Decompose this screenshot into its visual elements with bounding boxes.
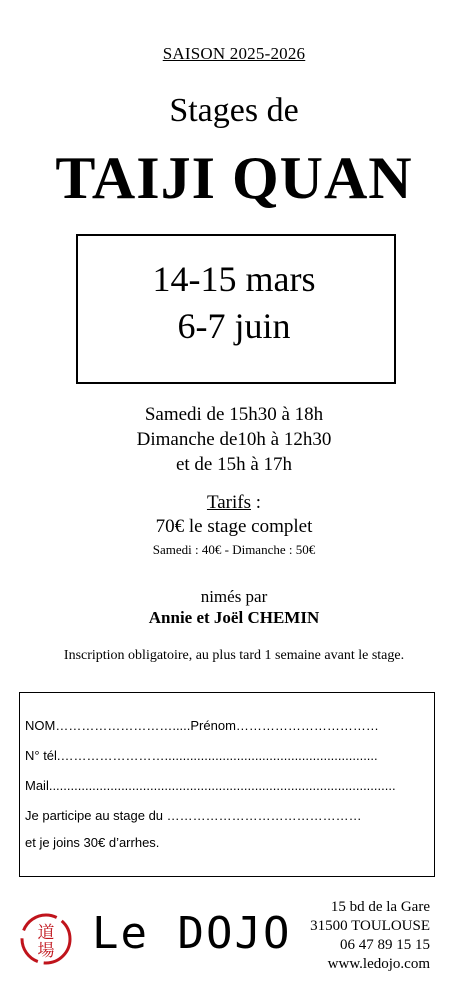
stages-heading: Stages de xyxy=(169,92,299,129)
address-city: 31500 TOULOUSE xyxy=(310,918,430,934)
tarif-day-prices: Samedi : 40€ - Dimanche : 50€ xyxy=(152,542,316,557)
form-stage-line: Je participe au stage du ……………………………………… xyxy=(25,808,362,823)
dojo-logo-text: Le DOJO xyxy=(92,908,292,959)
phone-number: 06 47 89 15 15 xyxy=(340,937,430,953)
tarifs-heading-colon: : xyxy=(251,492,262,513)
svg-text:道: 道 xyxy=(37,923,55,943)
contact-address xyxy=(310,898,430,974)
schedule-saturday: Samedi de 15h30 à 18h xyxy=(144,404,324,425)
form-phone-line: N° tél.……………………........................................................... xyxy=(25,748,378,763)
form-deposit-line: et je joins 30€ d’arrhes. xyxy=(25,835,160,850)
form-name-line: NOM……………………….....Prénom…………………………… xyxy=(25,718,379,733)
tarifs-heading xyxy=(0,492,468,514)
date-first: 14-15 mars xyxy=(152,259,316,299)
tarifs-heading-label: Tarifs xyxy=(206,492,251,513)
dojo-seal-icon xyxy=(19,912,73,966)
schedule-sunday: Dimanche de10h à 12h30 xyxy=(136,429,332,450)
address-street: 15 bd de la Gare xyxy=(330,899,430,915)
website-link[interactable]: www.ledojo.com xyxy=(327,956,430,972)
teachers-intro: nimés par xyxy=(200,587,268,606)
form-mail-line: Mail................................................................................................ xyxy=(25,778,396,793)
tarif-full-price: 70€ le stage complet xyxy=(155,516,313,537)
season-label: SAISON 2025-2026 xyxy=(162,44,306,63)
date-second: 6-7 juin xyxy=(177,306,291,346)
teachers-names: Annie et Joël CHEMIN xyxy=(148,608,320,627)
svg-text:場: 場 xyxy=(37,941,55,961)
schedule-sunday-afternoon: et de 15h à 17h xyxy=(175,454,293,475)
inscription-note: Inscription obligatoire, au plus tard 1 semaine avant le stage. xyxy=(63,648,405,663)
main-title: TAIJI QUAN xyxy=(55,145,413,211)
